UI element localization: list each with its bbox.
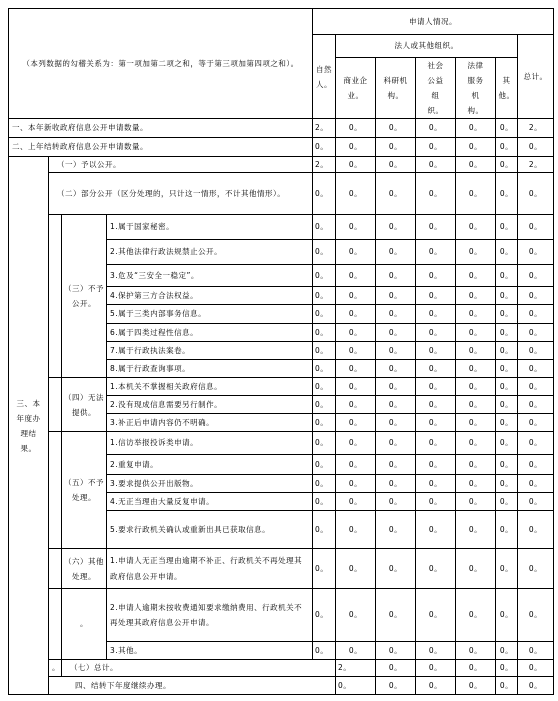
cell-value: 0。 [456, 305, 496, 324]
cell-value: 0。 [496, 660, 518, 677]
cell-value: 0。 [416, 414, 456, 432]
row-label: 5.属于三类内部事务信息。 [107, 305, 313, 324]
cell-value: 0。 [376, 549, 416, 589]
row-label: 1.信访举报投诉类申请。 [107, 432, 313, 455]
cell-value: 0。 [518, 360, 554, 378]
cell-value: 0。 [416, 549, 456, 589]
cell-value: 0。 [336, 360, 376, 378]
cell-value: 0。 [456, 360, 496, 378]
cell-value: 0。 [376, 511, 416, 549]
cell-value: 0。 [416, 642, 456, 660]
cell-value: 0。 [313, 493, 336, 511]
cell-value: 0。 [336, 549, 376, 589]
cell-value: 0。 [376, 157, 416, 173]
cell-value: 0。 [336, 642, 376, 660]
cell-value: 0。 [376, 324, 416, 342]
row-label: 7.属于行政执法案卷。 [107, 342, 313, 360]
cell-value: 0。 [456, 287, 496, 305]
row-label: 2.没有现成信息需要另行制作。 [107, 396, 313, 414]
cell-value: 0。 [496, 265, 518, 287]
cell-value: 0。 [336, 305, 376, 324]
cell-value: 0。 [336, 324, 376, 342]
row-label: 1.申请人无正当理由逾期不补正、行政机关不再处理其政府信息公开申请。 [107, 549, 313, 589]
cell-value: 0。 [376, 119, 416, 138]
statistics-table [8, 8, 554, 695]
cell-value: 0。 [336, 455, 376, 475]
cell-value: 0。 [313, 215, 336, 240]
cell-value: 0。 [336, 493, 376, 511]
cell-value: 0。 [496, 589, 518, 642]
table-row [9, 660, 554, 677]
cell-value: 0。 [313, 305, 336, 324]
cell-value: 0。 [496, 138, 518, 157]
cell-value: 0。 [496, 215, 518, 240]
cell-value: 0。 [518, 677, 554, 695]
row-label: 2.其他法律行政法规禁止公开。 [107, 240, 313, 265]
cell-value: 0。 [456, 342, 496, 360]
table-row [9, 432, 554, 455]
cell-value: 2。 [336, 660, 376, 677]
cell-value: 0。 [518, 642, 554, 660]
cell-value: 0。 [376, 215, 416, 240]
cell-value: 0。 [456, 119, 496, 138]
cell-value: 0。 [376, 240, 416, 265]
cell-value: 0。 [496, 173, 518, 215]
cell-value: 0。 [376, 455, 416, 475]
cell-value: 0。 [416, 119, 456, 138]
header-legal-group: 法人或其他组织。 [336, 35, 518, 58]
blank-mark: 。 [49, 660, 62, 677]
cell-value: 0。 [313, 378, 336, 396]
cell-value: 0。 [336, 119, 376, 138]
cell-value: 0。 [313, 265, 336, 287]
cell-value: 0。 [456, 432, 496, 455]
cell-value: 0。 [456, 414, 496, 432]
cell-value: 0。 [456, 642, 496, 660]
cell-value: 0。 [336, 157, 376, 173]
cell-value: 0。 [456, 138, 496, 157]
cell-value: 0。 [416, 455, 456, 475]
cell-value: 0。 [456, 173, 496, 215]
table-row [9, 215, 554, 240]
cell-value: 0。 [376, 265, 416, 287]
cell-value: 0。 [496, 455, 518, 475]
header-other: 其他。 [496, 58, 518, 119]
cell-value: 0。 [456, 660, 496, 677]
cell-value: 0。 [496, 287, 518, 305]
cell-value: 0。 [376, 342, 416, 360]
cell-value: 0。 [456, 265, 496, 287]
cell-value: 2。 [313, 119, 336, 138]
cell-value: 0。 [416, 287, 456, 305]
cell-value: 0。 [496, 677, 518, 695]
header-legal-service: 法律服务机构。 [456, 58, 496, 119]
row-label: 3.要求提供公开出版物。 [107, 475, 313, 493]
cell-value: 0。 [376, 660, 416, 677]
cell-value: 0。 [416, 157, 456, 173]
cell-value: 0。 [313, 549, 336, 589]
table-row [9, 157, 554, 173]
row-label: 1.属于国家秘密。 [107, 215, 313, 240]
cell-value: 0。 [416, 305, 456, 324]
cell-value: 0。 [456, 240, 496, 265]
cell-value: 0。 [518, 396, 554, 414]
group-6-label: （六）其他处理。 [62, 549, 107, 589]
cell-value: 0。 [416, 360, 456, 378]
cell-value: 0。 [336, 265, 376, 287]
cell-value: 0。 [313, 360, 336, 378]
table-row [9, 589, 554, 642]
cell-value: 0。 [518, 493, 554, 511]
row-label: 8.属于行政查询事项。 [107, 360, 313, 378]
cell-value: 0。 [518, 414, 554, 432]
cell-value: 0。 [376, 396, 416, 414]
cell-value: 0。 [518, 265, 554, 287]
cell-value: 0。 [456, 396, 496, 414]
cell-value: 2。 [313, 157, 336, 173]
row-label: 3.补正后申请内容仍不明确。 [107, 414, 313, 432]
cell-value: 0。 [376, 138, 416, 157]
cell-value: 2。 [518, 119, 554, 138]
cell-value: 0。 [416, 660, 456, 677]
cell-value: 0。 [518, 305, 554, 324]
cell-value: 0。 [496, 240, 518, 265]
cell-value: 0。 [416, 215, 456, 240]
cell-value: 0。 [496, 157, 518, 173]
cell-value: 0。 [313, 432, 336, 455]
cell-value: 0。 [518, 324, 554, 342]
cell-value: 0。 [496, 475, 518, 493]
cell-value: 2。 [518, 157, 554, 173]
cell-value: 0。 [416, 240, 456, 265]
cell-value: 0。 [416, 265, 456, 287]
row-label: 4.无正当理由大量反复申请。 [107, 493, 313, 511]
row-label: 5.要求行政机关确认或重新出具已获取信息。 [107, 511, 313, 549]
cell-value: 0。 [496, 493, 518, 511]
cell-value: 0。 [336, 414, 376, 432]
cell-value: 0。 [496, 305, 518, 324]
cell-value: 0。 [496, 378, 518, 396]
row-label: 3.危及“三安全一稳定”。 [107, 265, 313, 287]
cell-value: 0。 [313, 414, 336, 432]
cell-value: 0。 [518, 455, 554, 475]
cell-value: 0。 [518, 432, 554, 455]
cell-value: 0。 [518, 549, 554, 589]
cell-value: 0。 [456, 378, 496, 396]
cell-value: 0。 [376, 305, 416, 324]
row-label: 4.保护第三方合法权益。 [107, 287, 313, 305]
row-label: 6.属于四类过程性信息。 [107, 324, 313, 342]
cell-value: 0。 [416, 138, 456, 157]
cell-value: 0。 [496, 342, 518, 360]
cell-value: 0。 [313, 396, 336, 414]
cell-value: 0。 [416, 324, 456, 342]
cell-value: 0。 [376, 432, 416, 455]
cell-value: 0。 [313, 589, 336, 642]
cell-value: 0。 [416, 378, 456, 396]
cell-value: 0。 [416, 493, 456, 511]
blank-mark: 。 [62, 589, 107, 660]
cell-value: 0。 [518, 173, 554, 215]
cell-value: 0。 [496, 414, 518, 432]
cell-value: 0。 [518, 589, 554, 642]
cell-value: 0。 [336, 511, 376, 549]
cell-value: 0。 [336, 240, 376, 265]
group-4-label: （四）无法提供。 [62, 378, 107, 432]
cell-value: 0。 [376, 677, 416, 695]
cell-value: 0。 [518, 138, 554, 157]
cell-value: 0。 [496, 324, 518, 342]
cell-value: 0。 [416, 511, 456, 549]
table-row [9, 677, 554, 695]
cell-value: 0。 [376, 287, 416, 305]
cell-value: 0。 [416, 677, 456, 695]
row-label: 2.重复申请。 [107, 455, 313, 475]
cell-value: 0。 [376, 173, 416, 215]
cell-value: 0。 [496, 360, 518, 378]
cell-value: 0。 [376, 493, 416, 511]
cell-value: 0。 [518, 378, 554, 396]
cell-value: 0。 [518, 475, 554, 493]
row-label: （七）总计。 [62, 660, 336, 677]
cell-value: 0。 [416, 589, 456, 642]
cell-value: 0。 [518, 215, 554, 240]
cell-value: 0。 [496, 549, 518, 589]
header-natural: 自然人。 [313, 35, 336, 119]
table-row [9, 173, 554, 215]
cell-value: 0。 [336, 342, 376, 360]
cell-value: 0。 [518, 240, 554, 265]
cell-value: 0。 [376, 378, 416, 396]
cell-value: 0。 [456, 493, 496, 511]
cell-value: 0。 [456, 324, 496, 342]
cell-value: 0。 [416, 342, 456, 360]
cell-value: 0。 [456, 589, 496, 642]
cell-value: 0。 [496, 511, 518, 549]
table-row [9, 138, 554, 157]
cell-value: 0。 [336, 475, 376, 493]
row-label: 四、结转下年度继续办理。 [49, 677, 336, 695]
cell-value: 0。 [336, 173, 376, 215]
cell-value: 0。 [456, 549, 496, 589]
cell-value: 0。 [336, 677, 376, 695]
group-5-label: （五）不予处理。 [62, 432, 107, 549]
table-row [9, 378, 554, 396]
cell-value: 0。 [313, 287, 336, 305]
cell-value: 0。 [336, 378, 376, 396]
cell-value: 0。 [376, 414, 416, 432]
cell-value: 0。 [496, 396, 518, 414]
cell-value: 0。 [336, 138, 376, 157]
cell-value: 0。 [313, 475, 336, 493]
cell-value: 0。 [376, 360, 416, 378]
cell-value: 0。 [313, 240, 336, 265]
cell-value: 0。 [416, 173, 456, 215]
cell-value: 0。 [496, 119, 518, 138]
cell-value: 0。 [456, 677, 496, 695]
row-label: 二、上年结转政府信息公开申请数量。 [9, 138, 313, 157]
cell-value: 0。 [518, 342, 554, 360]
cell-value: 0。 [456, 475, 496, 493]
cell-value: 0。 [336, 396, 376, 414]
cell-value: 0。 [416, 396, 456, 414]
table-row [9, 549, 554, 589]
cell-value: 0。 [496, 642, 518, 660]
cell-value: 0。 [376, 642, 416, 660]
cell-value: 0。 [416, 432, 456, 455]
header-commerce: 商业企业。 [336, 58, 376, 119]
cell-value: 0。 [313, 173, 336, 215]
cell-value: 0。 [313, 511, 336, 549]
cell-value: 0。 [313, 642, 336, 660]
cell-value: 0。 [313, 324, 336, 342]
cell-value: 0。 [456, 511, 496, 549]
row-label: 一、本年新收政府信息公开申请数量。 [9, 119, 313, 138]
cell-value: 0。 [313, 342, 336, 360]
cell-value: 0。 [376, 475, 416, 493]
header-research: 科研机构。 [376, 58, 416, 119]
cell-value: 0。 [496, 432, 518, 455]
group-3-label: （三）不予公开。 [62, 215, 107, 378]
cell-value: 0。 [313, 455, 336, 475]
row-label: 3.其他。 [107, 642, 313, 660]
cell-value: 0。 [456, 157, 496, 173]
table-row [9, 119, 554, 138]
cell-value: 0。 [518, 660, 554, 677]
cell-value: 0。 [518, 511, 554, 549]
row-label: （二）部分公开（区分处理的，只计这一情形，不计其他情形）。 [49, 173, 313, 215]
cell-value: 0。 [313, 138, 336, 157]
cell-value: 0。 [456, 215, 496, 240]
header-applicant: 申请人情况。 [313, 9, 554, 35]
cell-value: 0。 [336, 287, 376, 305]
row-label: 2.申请人逾期未按收费通知要求缴纳费用、行政机关不再处理其政府信息公开申请。 [107, 589, 313, 642]
cell-value: 0。 [336, 432, 376, 455]
header-corner: （本列数据的勾稽关系为：第一项加第二项之和，等于第三项加第四项之和）。 [9, 9, 313, 119]
row-label: 1.本机关不掌握相关政府信息。 [107, 378, 313, 396]
section-3-label: 三、本年度办理结果。 [9, 157, 49, 695]
row-label: （一）予以公开。 [49, 157, 313, 173]
cell-value: 0。 [518, 287, 554, 305]
cell-value: 0。 [456, 455, 496, 475]
header-total: 总计。 [518, 35, 554, 119]
cell-value: 0。 [336, 215, 376, 240]
cell-value: 0。 [336, 589, 376, 642]
header-social: 社会公益组织。 [416, 58, 456, 119]
cell-value: 0。 [376, 589, 416, 642]
cell-value: 0。 [416, 475, 456, 493]
